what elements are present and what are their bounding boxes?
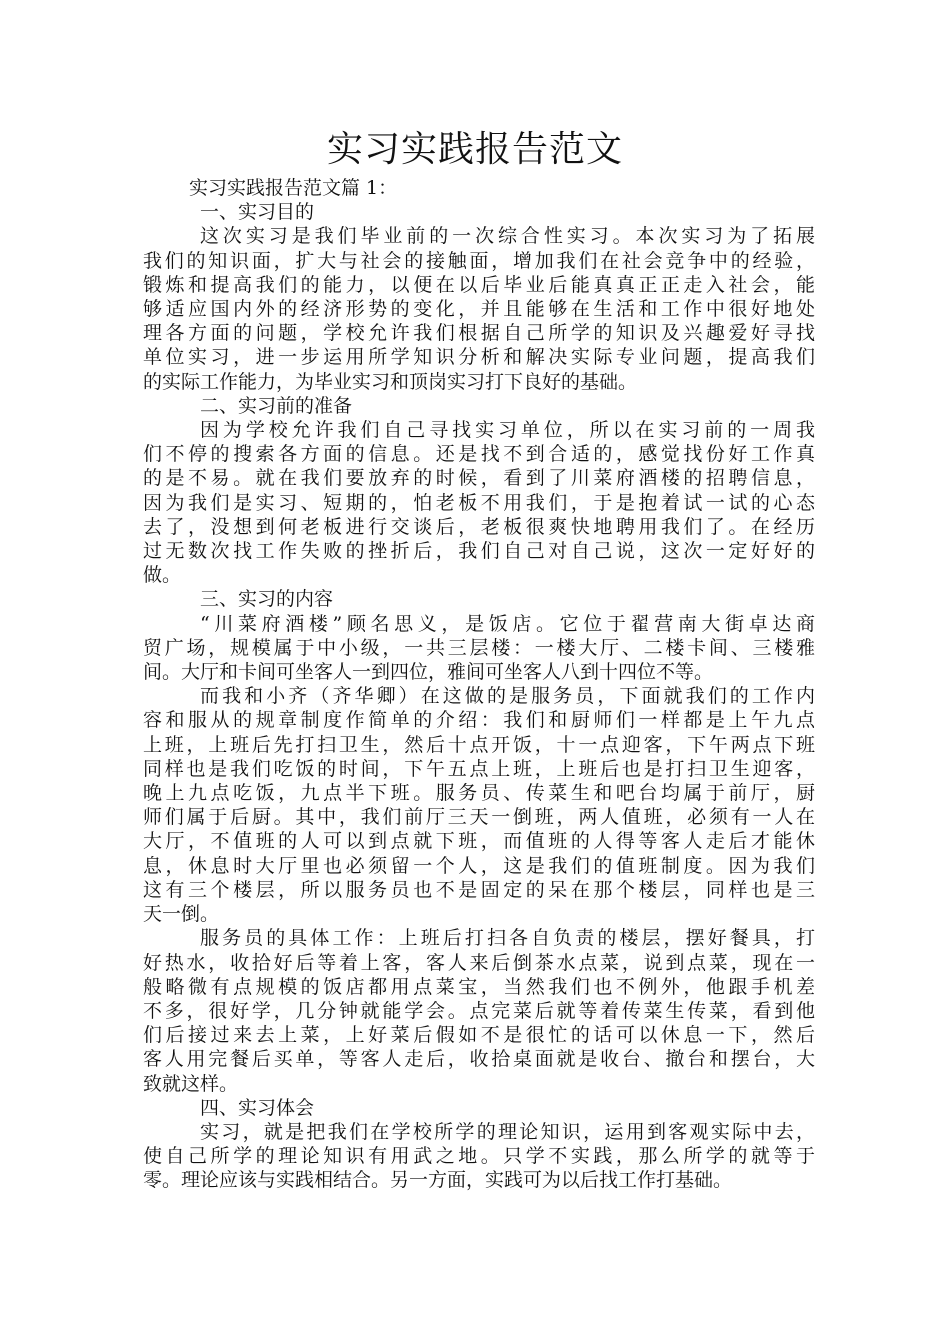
paragraph-line: 上班，上班后先打扫卫生，然后十点开饭，十一点迎客，下午两点下班 (143, 733, 815, 756)
document-subtitle: 实习实践报告范文篇 1： (189, 177, 398, 199)
paragraph-line: 这有三个楼层，所以服务员也不是固定的呆在那个楼层，同样也是三 (143, 878, 815, 901)
paragraph-line: 不多，很好学，几分钟就能学会。点完菜后就等着传菜生传菜，看到他 (143, 999, 815, 1022)
section-paragraph (143, 1120, 815, 1193)
paragraph-line: 间。大厅和卡间可坐客人一到四位，雅间可坐客人八到十四位不等。 (143, 661, 714, 684)
paragraph-line: 做。 (143, 564, 182, 587)
paragraph-line: “川菜府酒楼”顾名思义，是饭店。它位于翟营南大街卓达商 (200, 612, 815, 635)
paragraph-line: 因为学校允许我们自己寻找实习单位，所以在实习前的一周我 (200, 419, 815, 442)
paragraph-line: 过无数次找工作失败的挫折后，我们自己对自己说，这次一定好好的 (143, 540, 815, 563)
document-body (143, 176, 815, 1193)
paragraph-line: 理各方面的问题，学校允许我们根据自己所学的知识及兴趣爱好寻找 (143, 322, 815, 345)
paragraph-line: 同样也是我们吃饭的时间，下午五点上班，上班后也是打扫卫生迎客， (143, 757, 815, 780)
paragraph-line: 的是不易。就在我们要放弃的时候，看到了川菜府酒楼的招聘信息， (143, 467, 815, 490)
paragraph-line: 息，休息时大厅里也必须留一个人，这是我们的值班制度。因为我们 (143, 854, 815, 877)
paragraph-line: 够适应国内外的经济形势的变化，并且能够在生活和工作中很好地处 (143, 298, 815, 321)
section-heading: 一、实习目的 (200, 201, 315, 224)
paragraph-line: 般略微有点规模的饭店都用点菜宝，当然我们也不例外，他跟手机差 (143, 975, 815, 998)
section-paragraph (143, 926, 815, 1095)
paragraph-line: 去了，没想到何老板进行交谈后，老板很爽快地聘用我们了。在经历 (143, 515, 815, 538)
paragraph-line: 实习，就是把我们在学校所学的理论知识，运用到客观实际中去， (200, 1120, 815, 1143)
section-heading: 二、实习前的准备 (200, 394, 353, 417)
paragraph-line: 贸广场，规模属于中小级，一共三层楼：一楼大厅、二楼卡间、三楼雅 (143, 636, 815, 659)
paragraph-line: 这次实习是我们毕业前的一次综合性实习。本次实习为了拓展 (200, 225, 815, 248)
section-paragraph (143, 612, 815, 685)
paragraph-line: 天一倒。 (143, 903, 220, 926)
paragraph-line: 们不停的搜索各方面的信息。还是找不到合适的，感觉找份好工作真 (143, 443, 815, 466)
section-paragraph (143, 224, 815, 393)
paragraph-line: 服务员的具体工作：上班后打扫各自负责的楼层，摆好餐具，打 (200, 927, 815, 950)
paragraph-line: 因为我们是实习、短期的，怕老板不用我们，于是抱着试一试的心态 (143, 491, 815, 514)
section-paragraph (143, 418, 815, 587)
paragraph-line: 们后接过来去上菜，上好菜后假如不是很忙的话可以休息一下，然后 (143, 1024, 815, 1047)
paragraph-line: 我们的知识面，扩大与社会的接触面，增加我们在社会竞争中的经验， (143, 249, 815, 272)
paragraph-line: 好热水，收拾好后等着上客，客人来后倒茶水点菜，说到点菜，现在一 (143, 951, 815, 974)
document-title: 实习实践报告范文 (326, 129, 623, 170)
paragraph-line: 锻炼和提高我们的能力，以便在以后毕业后能真真正正走入社会，能 (143, 273, 815, 296)
paragraph-line: 师们属于后厨。其中，我们前厅三天一倒班，两人值班，必须有一人在 (143, 806, 815, 829)
paragraph-line: 晚上九点吃饭，九点半下班。服务员、传菜生和吧台均属于前厅，厨 (143, 782, 815, 805)
paragraph-line: 的实际工作能力，为毕业实习和顶岗实习打下良好的基础。 (143, 370, 638, 393)
paragraph-line: 而我和小齐（齐华卿）在这做的是服务员，下面就我们的工作内 (200, 685, 815, 708)
section-paragraph (143, 684, 815, 926)
section-heading: 四、实习体会 (200, 1096, 315, 1119)
paragraph-line: 客人用完餐后买单，等客人走后，收拾桌面就是收台、撤台和摆台，大 (143, 1048, 815, 1071)
paragraph-line: 容和服从的规章制度作简单的介绍：我们和厨师们一样都是上午九点 (143, 709, 815, 732)
paragraph-line: 致就这样。 (143, 1072, 239, 1095)
paragraph-line: 单位实习，进一步运用所学知识分析和解决实际专业问题，提高我们 (143, 346, 815, 369)
paragraph-line: 零。理论应该与实践相结合。另一方面，实践可为以后找工作打基础。 (143, 1169, 733, 1192)
paragraph-line: 大厅，不值班的人可以到点就下班，而值班的人得等客人走后才能休 (143, 830, 815, 853)
section-heading: 三、实习的内容 (200, 588, 334, 611)
paragraph-line: 使自己所学的理论知识有用武之地。只学不实践，那么所学的就等于 (143, 1145, 815, 1168)
